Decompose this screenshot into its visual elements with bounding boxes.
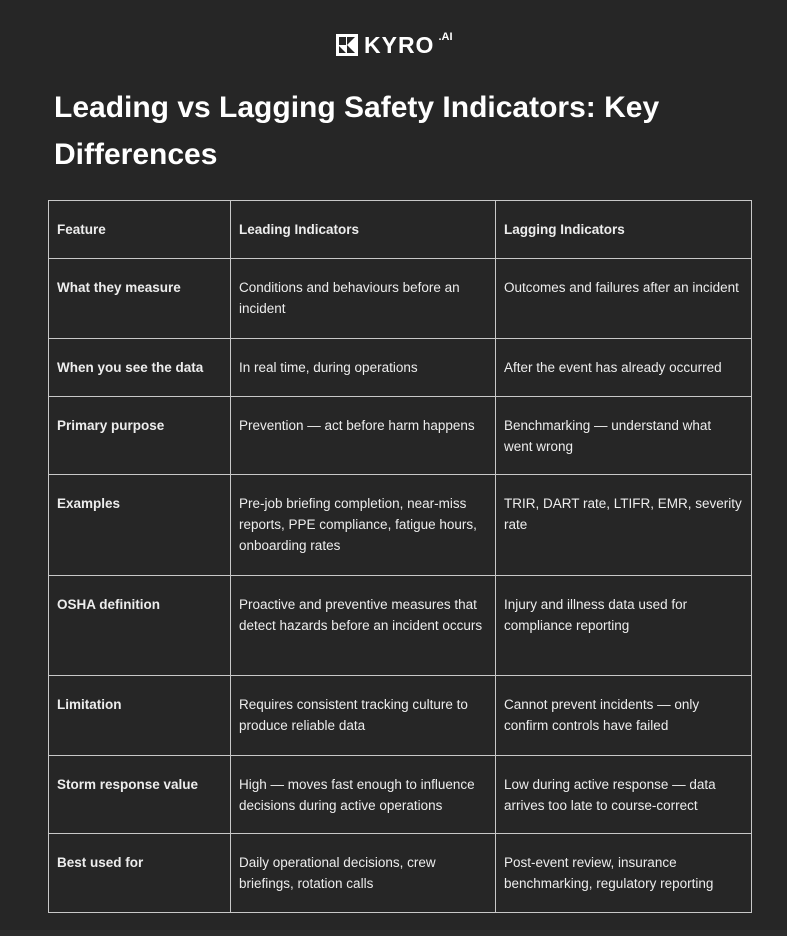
lagging-cell: Benchmarking — understand what went wrong — [496, 397, 752, 475]
page-title: Leading vs Lagging Safety Indicators: Key Differences — [54, 91, 660, 171]
feature-cell: Primary purpose — [49, 397, 231, 475]
brand-logo — [336, 31, 453, 58]
lagging-cell: Injury and illness data used for compliance reporting — [496, 576, 752, 676]
header-cell: Leading Indicators — [231, 201, 496, 259]
brand-suffix: .AI — [438, 31, 453, 43]
lagging-cell: Cannot prevent incidents — only confirm controls have failed — [496, 676, 752, 756]
leading-cell: Prevention — act before harm happens — [231, 397, 496, 475]
table-row — [49, 339, 752, 397]
feature-cell: When you see the data — [49, 339, 231, 397]
lagging-cell: Post-event review, insurance benchmarking, regulatory reporting — [496, 834, 752, 913]
lagging-cell: TRIR, DART rate, LTIFR, EMR, severity rate — [496, 475, 752, 576]
header-cell: Lagging Indicators — [496, 201, 752, 259]
brand-name: KYRO — [364, 32, 435, 58]
feature-cell: Storm response value — [49, 756, 231, 834]
kyro-logo-icon — [336, 34, 358, 56]
table-row — [49, 397, 752, 475]
footer-band — [0, 930, 787, 936]
feature-cell: Best used for — [49, 834, 231, 913]
feature-cell: Examples — [49, 475, 231, 576]
lagging-cell: Low during active response — data arrives too late to course-correct — [496, 756, 752, 834]
comparison-table — [48, 200, 752, 913]
leading-cell: In real time, during operations — [231, 339, 496, 397]
feature-cell: Limitation — [49, 676, 231, 756]
lagging-cell: After the event has already occurred — [496, 339, 752, 397]
feature-cell: What they measure — [49, 259, 231, 339]
table-row — [49, 756, 752, 834]
table-header-row — [49, 201, 752, 259]
lagging-cell: Outcomes and failures after an incident — [496, 259, 752, 339]
table-row — [49, 259, 752, 339]
header-cell: Feature — [49, 201, 231, 259]
leading-cell: Requires consistent tracking culture to produce reliable data — [231, 676, 496, 756]
table-row — [49, 475, 752, 576]
leading-cell: Proactive and preventive measures that detect hazards before an incident occurs — [231, 576, 496, 676]
table-row — [49, 576, 752, 676]
leading-cell: Daily operational decisions, crew briefings, rotation calls — [231, 834, 496, 913]
leading-cell: High — moves fast enough to influence decisions during active operations — [231, 756, 496, 834]
feature-cell: OSHA definition — [49, 576, 231, 676]
table-row — [49, 834, 752, 913]
leading-cell: Conditions and behaviours before an incident — [231, 259, 496, 339]
leading-cell: Pre-job briefing completion, near-miss reports, PPE compliance, fatigue hours, onboarding rates — [231, 475, 496, 576]
table-row — [49, 676, 752, 756]
